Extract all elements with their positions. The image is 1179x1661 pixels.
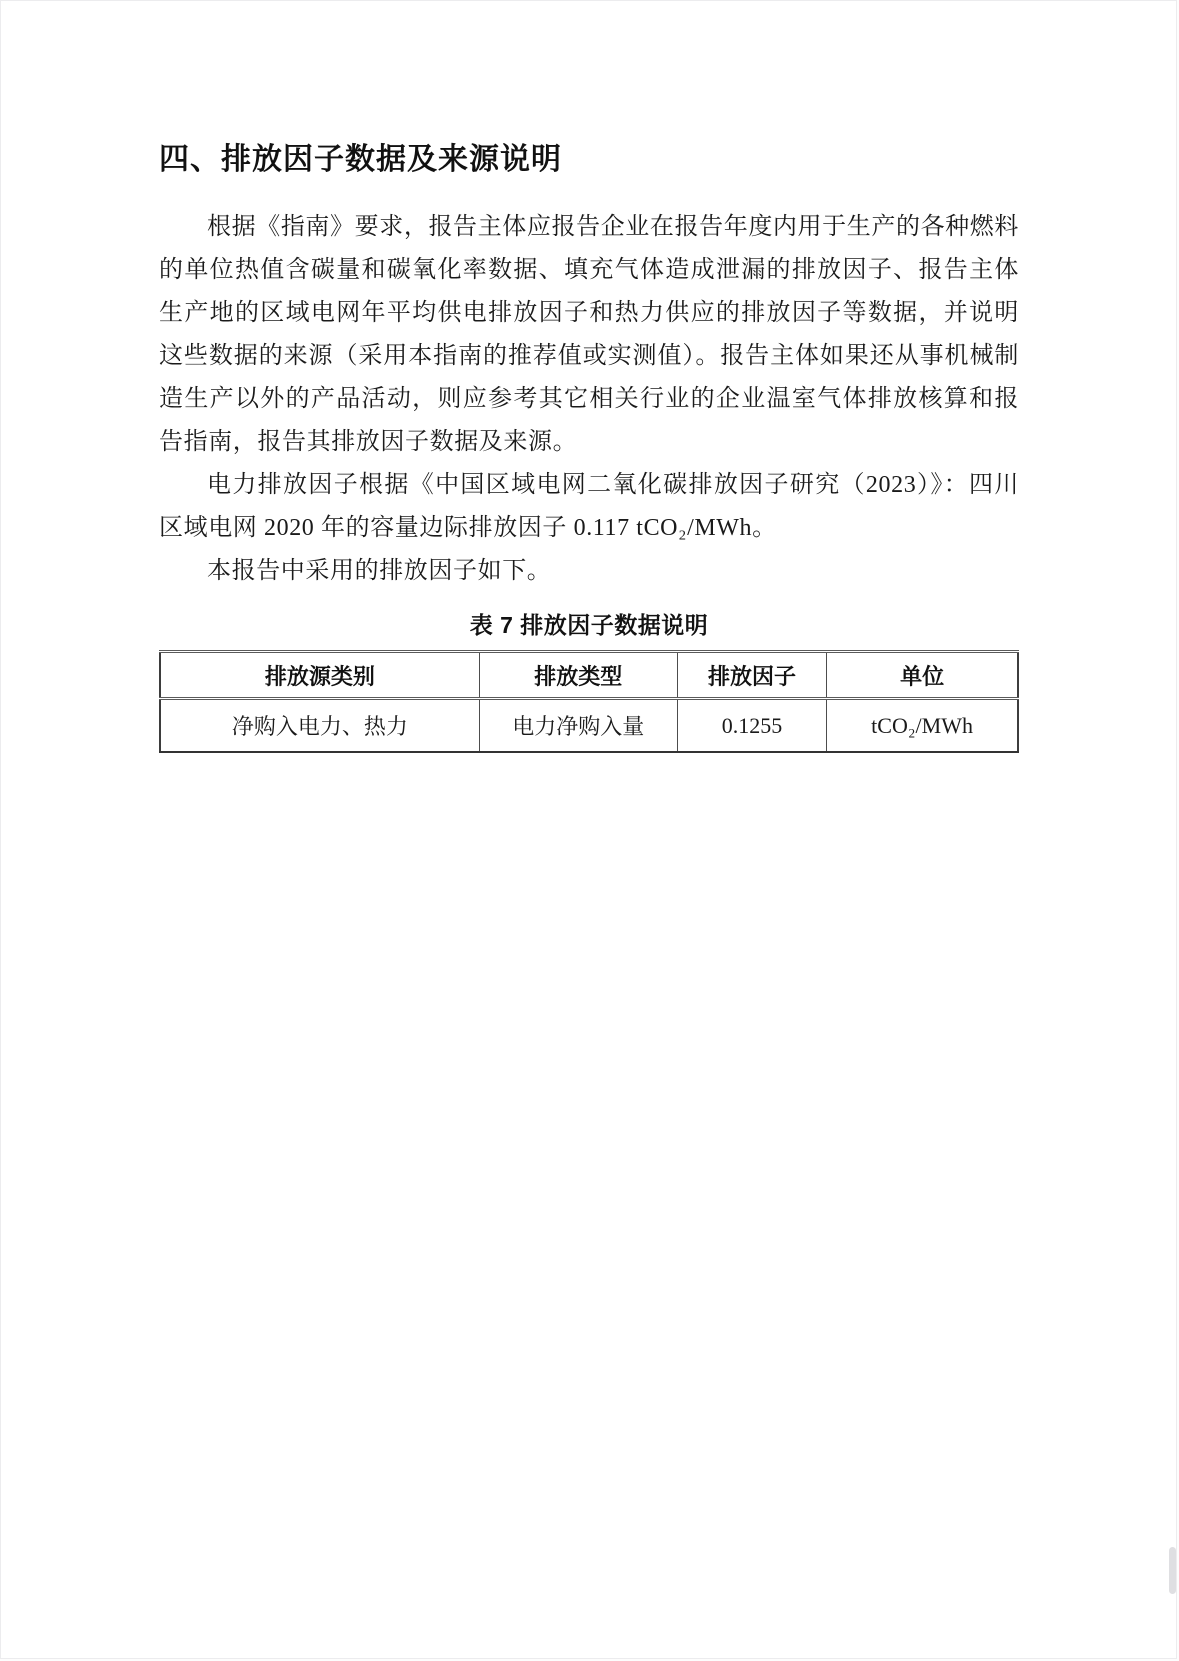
table-cell-unit: tCO₂/MWh [827, 699, 1018, 753]
table-caption: 表 7 排放因子数据说明 [469, 612, 709, 638]
paragraph-electricity-emission-factor: 电力排放因子根据《中国区域电网二氧化碳排放因子研究（2023）》：四川区域电网 2020 年的容量边际排放因子 0.117 tCO₂/MWh。 [159, 472, 1019, 541]
scrollbar-thumb[interactable] [1169, 1547, 1176, 1594]
paragraph-guideline-requirements: 根据《指南》要求，报告主体应报告企业在报告年度内用于生产的各种燃料的单位热值含碳量和碳氧化率数据、填充气体造成泄漏的排放因子、报告主体生产地的区域电网年平均供电排放因子和热力供应的排放因子等数据，并说明这些数据的来源（采用本指南的推荐值或实测值）。报告主体如果还从事机械制造生产以外的产品活动，则应参考其它相关行业的企业温室气体排放核算和报告指南，报告其排放因子数据及来源。 [159, 214, 1019, 455]
section-heading: 四、排放因子数据及来源说明 [159, 143, 562, 176]
table-header-emission-factor: 排放因子 [677, 652, 826, 699]
table-cell-emission-type: 电力净购入量 [479, 699, 677, 753]
table-header-emission-source: 排放源类别 [160, 652, 479, 699]
table-cell-emission-source: 净购入电力、热力 [160, 699, 479, 753]
emission-factors-table [159, 650, 1019, 753]
paragraph-factors-used-intro: 本报告中采用的排放因子如下。 [207, 558, 552, 584]
table-cell-emission-factor: 0.1255 [677, 699, 826, 753]
page-content [1, 141, 1176, 753]
table-header-row [160, 652, 1018, 699]
table-header-unit: 单位 [827, 652, 1018, 699]
table-header-emission-type: 排放类型 [479, 652, 677, 699]
table-row [160, 699, 1018, 753]
